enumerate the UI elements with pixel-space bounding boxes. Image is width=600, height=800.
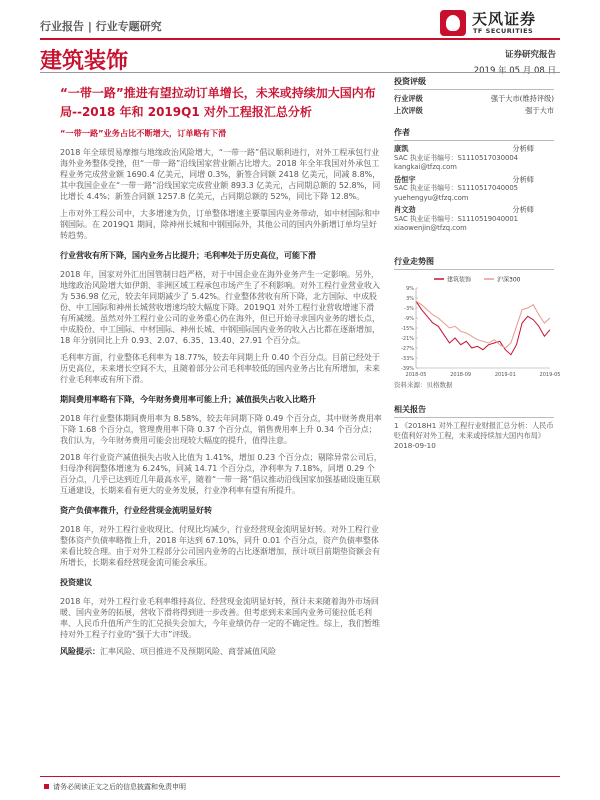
analyst-name: 康凯 [394,144,409,153]
related-reports [394,404,554,451]
x-tick-label: 2019-05 [539,372,561,378]
related-title: 相关报告 [394,404,554,418]
trend-chart-svg [394,270,561,380]
analyst-sac: SAC 执业证书编号：S1110517040005 [394,184,518,192]
analyst-role: 分析师 [512,205,534,214]
footer [44,782,186,792]
analyst-email[interactable]: kangkai@tfzq.com [394,163,457,171]
analyst-sac: SAC 执业证书编号：S1110519040001 [394,214,518,223]
sidebar [394,76,554,234]
analyst-card [394,205,554,234]
section-heading: 行业营收有所下降，国内业务占比提升；毛利率处于历史高位，可能下滑 [60,251,316,260]
risk-label: 风险提示： [60,647,100,656]
rating-title: 投资评级 [394,76,554,90]
logo-name-en: TF SECURITIES [473,27,534,35]
legend-label: 建筑装饰 [447,276,472,284]
x-tick-label: 2018-09 [450,372,472,378]
company-logo [440,6,560,40]
prev-rating-label: 上次评级 [394,106,423,115]
paragraph: 上市对外工程公司中，大多增速为负，订单整体增速主要靠国内业务带动，如中材国际和中钢国际。在 2019Q1 期间，除神州长城和中钢国际外，其他公司的国内外新增订单均呈好转趋势。 [60,209,380,240]
chart-title: 行业走势图 [394,256,554,270]
rating-value: 强于大市(维持评级) [490,94,554,103]
logo-name-cn: 天风证券 [472,10,537,28]
analyst-email[interactable]: yuehengyu@tfzq.com [394,193,469,202]
analyst-sac: SAC 执业证书编号：S1110517030004 [394,153,518,162]
paragraph: 2018 年行业资产减值损失占收入比值为 1.41%，增加 0.23 个百分点；剔除异常公司后，归母净利润整体增速为 6.24%，同减 14.71 个百分点，净利率为 7.18%，同增 0.29 个百分点，几乎已达到近几年最高水平，随着“一带一路”倡议推动沿线国家加强基础设施互联互通建设，长期来看有更大的业务发展，行业净利率有望有所提升。 [60,453,382,495]
y-tick-label: -3% [404,306,414,312]
paragraph: 2018 年，对外工程行业毛利率维持高位、经营现金流明显好转，预计未来随着海外市场回暖、国内业务的拓展，营收下滑将得到进一步改善。但考虑到未来国内业务可能拉低毛利率、人民币升值所产生的汇兑损失会加大，今年业绩仍存一定的不确定性。综上，我们暂维持对外工程子行业的“强于大市”评级。 [60,597,380,639]
risk-warning [60,646,382,657]
analyst-card [394,175,554,204]
footer-disclaimer: 请务必阅读正文之后的信息披露和免责申明 [53,783,186,791]
paragraph: 2018 年，国家对外汇出国管制日趋严格，对于中国企业在海外业务产生一定影响。另外，地缘政治风险增大如伊朗、非洲区域工程承包市场产生了不利影响。对外工程行业营业收入为 536.98 亿元，较去年同期减少了 5.42%。行业整体营收有所下降，北方国际、中成股份、中工国际和神州长城营收增速均较大幅度下降。2019Q1 对外工程行业营收增速下滑有所减缓。虽然对外工程行业公司的业务重心仍在海外，但已开始寻求国内业务的增长点，中成股份、中工国际、中材国际、神州长城、中钢国际国内业务的收入占比都在逐渐增加，18 年分别同比上升 0.93、2.07、6.35、13.40、27.91 个百分点。 [60,270,380,345]
chart-source: 资料来源：贝格数据 [394,381,453,389]
related-report-link[interactable]: 1 《2018H1 对外工程行业财报汇总分析：人民币贬值利好对外工程，未来或持续加大国内布局》 2018-09-10 [394,421,554,450]
legend-label: 沪深300 [497,276,521,284]
section-subhead: “一带一路”业务占比不断增大，订单略有下滑 [60,128,227,138]
footer-bullet-icon [44,784,49,789]
paragraph: 毛利率方面，行业整体毛利率为 18.77%，较去年同期上升 0.40 个百分点。目前已经处于历史高位，未来增长空间不大，且随着部分公司毛利率较低的国内业务占比有所增加，未来行业毛利率或有所下滑。 [60,353,380,384]
rating-label: 行业评级 [394,94,423,103]
trend-chart [394,256,561,392]
y-tick-label: -21% [401,336,414,342]
y-tick-label: -39% [401,366,414,372]
analyst-email[interactable]: xiaowenjin@tfzq.com [394,224,467,232]
header-divider [40,38,560,40]
analyst-role: 分析师 [512,144,534,153]
report-type: 证券研究报告 [504,50,556,60]
logo-icon [440,10,466,36]
prev-rating-row [394,105,554,117]
y-tick-label: -15% [401,326,414,332]
authors-title: 作者 [394,127,554,141]
series-line [416,301,550,354]
x-tick-label: 2018-05 [405,372,427,378]
y-tick-label: -9% [404,316,414,322]
paragraph: 2018 年，对外工程行业收现比、付现比均减少，行业经营现金流明显好转。对外工程行业整体资产负债率略微上升，2018 年达到 67.10%，同升 0.01 个百分点，资产负债率整体来看比较合理。由于对外工程部分公司国内业务的占比逐渐增加，预计项目前期垫资额会有所增长，长期来看经营现金流可能会承压。 [60,525,380,567]
section-heading: 投资建议 [60,578,92,587]
y-tick-label: -27% [401,346,414,352]
analyst-card [394,144,554,173]
report-tags: 行业报告 | 行业专题研究 [40,20,162,33]
analyst-role: 分析师 [512,174,534,184]
section-heading: 资产负债率微升，行业经营现金流明显好转 [60,506,212,515]
report-header [40,12,560,40]
y-tick-label: 3% [406,296,414,302]
y-tick-label: 9% [406,286,414,292]
report-headline: “一带一路”推进有望拉动订单增长，未来或持续加大国内布局--2018 年和 2019Q1 对外工程报汇总分析 [60,86,376,119]
analyst-name: 肖文劲 [394,205,416,214]
report-date: 2019 年 05 月 08 日 [473,66,556,76]
rating-row [394,93,554,105]
prev-rating-value: 强于大市 [525,106,554,115]
y-tick-label: -33% [401,356,414,362]
x-tick-label: 2019-01 [494,372,516,378]
analyst-name: 岳恒宇 [394,174,416,184]
main-content [60,128,382,657]
paragraph: 2018 年全球贸易摩擦与地缘政治风险增大，“一带一路”倡议顺利进行，对外工程承包行业海外业务整体受挫，但“一带一路”沿线国家营业额占比增大。2018 年全年我国对外承包工程业务完成营业额 1690.4 亿美元，同增 0.3%，新签合同额 2418 亿美元，同减 8.8%，其中我国企业在“一带一路”沿线国家完成营业额 893.3 亿美元，占同期总额的 52.8%，同比增长 4.4%；新签合同额 1257.8 亿美元，占同期总额的 52%，同比下降 12.8%。 [60,148,381,201]
risk-text: 汇率风险、项目推进不及预期风险、商誉减值风险 [100,647,276,656]
paragraph: 2018 年行业整体期间费用率为 8.58%，较去年同期下降 0.49 个百分点，其中财务费用率下降 1.68 个百分点，管理费用率下降 0.37 个百分点，销售费用率上升 0.34 个百分点；我们认为，今年财务费用可能会出现较大幅度的提升，值得注意。 [60,414,382,445]
footer-divider [40,776,560,777]
industry-title: 建筑装饰 [40,49,129,74]
title-divider [40,72,560,73]
section-heading: 期间费用率略有下降，今年财务费用率可能上升；减值损失占收入比略升 [60,395,316,404]
